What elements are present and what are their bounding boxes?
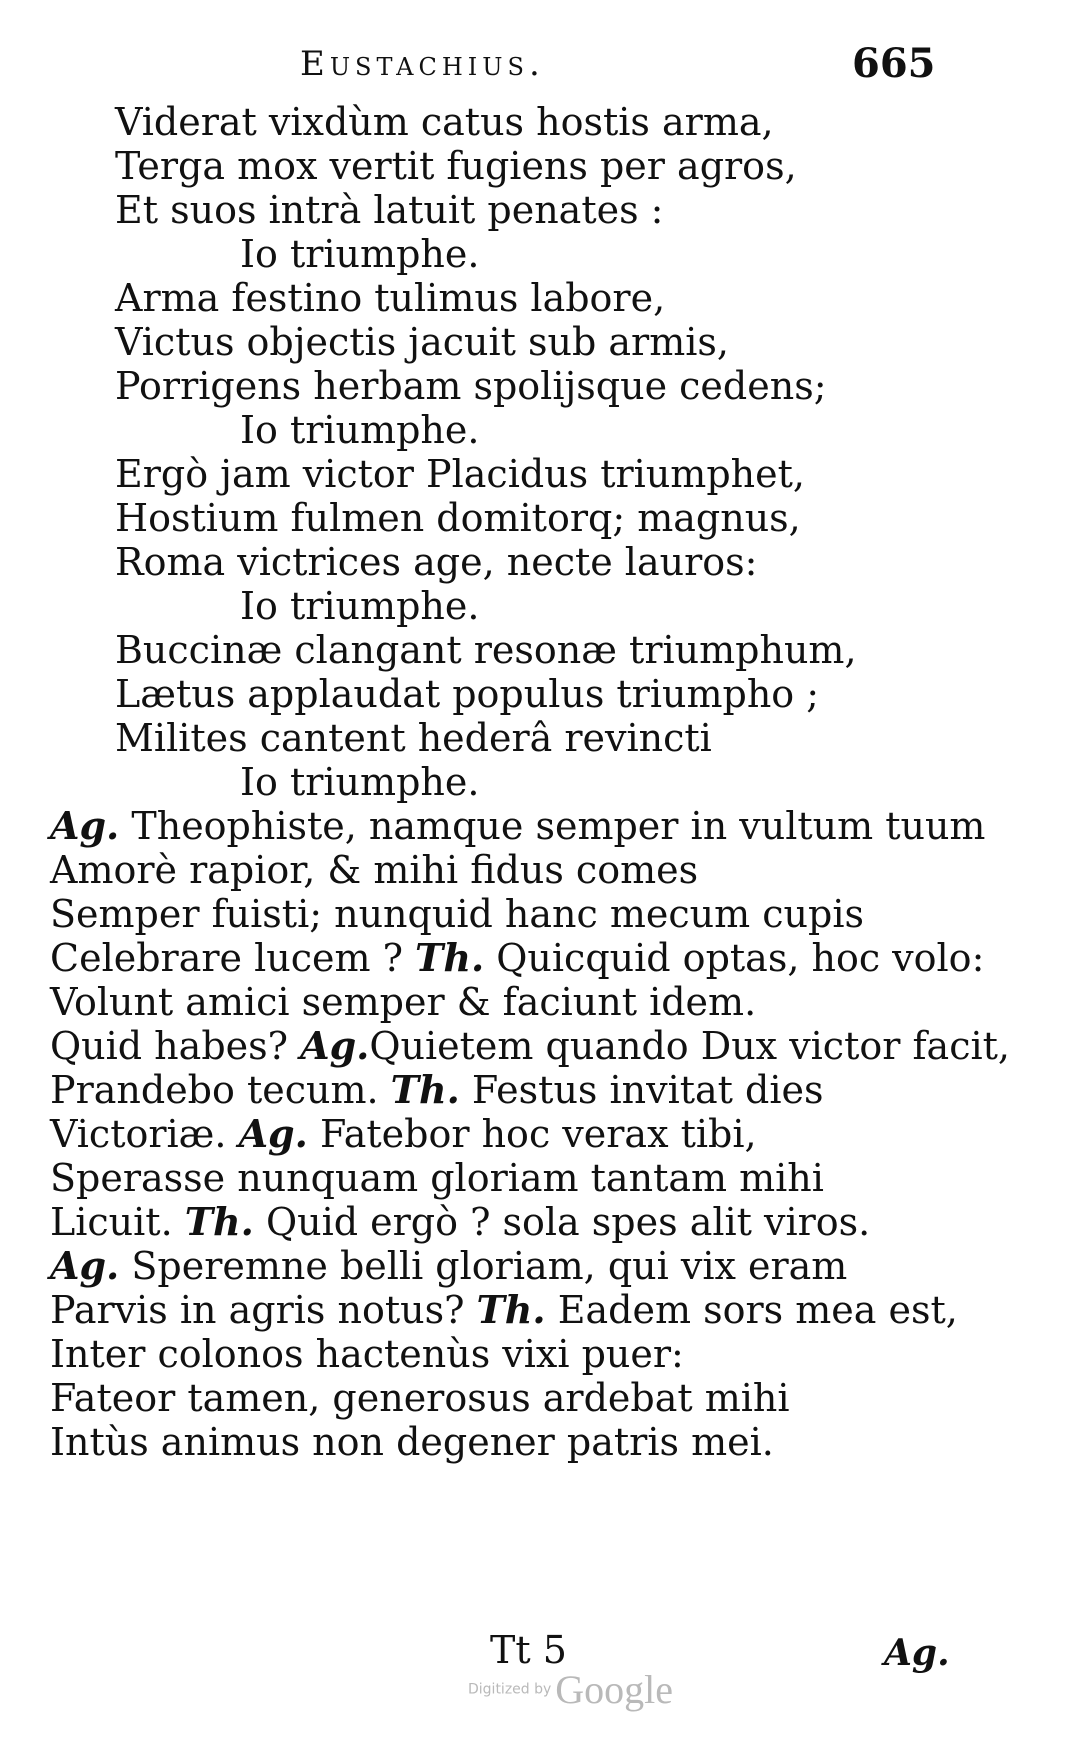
refrain-line: Io triumphe. — [240, 760, 480, 804]
dialogue-line — [50, 1374, 790, 1422]
verse-line: Porrigens herbam spolijsque cedens; — [115, 364, 827, 408]
page-number: 665 — [852, 40, 936, 87]
verse-line: Roma victrices age, necte lauros: — [115, 540, 758, 584]
line-text: Speremne belli gloriam, qui vix eram — [119, 1244, 848, 1288]
verse-line: Buccinæ clangant resonæ triumphum, — [115, 628, 857, 672]
verse-line: Lætus applaudat populus triumpho ; — [115, 672, 820, 716]
speaker-label: Ag. — [50, 1243, 120, 1288]
line-text: Quietem quando Dux victor facit, — [369, 1024, 1010, 1068]
line-text: Victoriæ. — [50, 1112, 239, 1156]
dialogue-line — [50, 1330, 684, 1378]
dialogue-line — [50, 1286, 958, 1334]
dialogue-line — [50, 802, 985, 850]
dialogue-line — [50, 1154, 824, 1202]
line-text: Parvis in agris notus? — [50, 1288, 477, 1332]
line-text: Licuit. — [50, 1200, 185, 1244]
dialogue-line — [50, 934, 984, 982]
refrain-line: Io triumphe. — [240, 584, 480, 628]
verse-line: Hostium fulmen domitorq; magnus, — [115, 496, 801, 540]
dialogue-line — [50, 890, 864, 938]
verse-line: Viderat vixdùm catus hostis arma, — [115, 100, 774, 144]
dialogue-line — [50, 1418, 774, 1466]
dialogue-line — [50, 1198, 870, 1246]
dialogue-line — [50, 1022, 1010, 1070]
line-text: Fateor tamen, generosus ardebat mihi — [50, 1376, 790, 1420]
speaker-label: Th. — [184, 1199, 254, 1244]
catchword: Ag. — [884, 1632, 950, 1674]
line-text: Eadem sors mea est, — [545, 1288, 958, 1332]
speaker-label: Ag. — [238, 1111, 308, 1156]
signature-mark: Tt 5 — [490, 1628, 567, 1672]
line-text: Fatebor hoc verax tibi, — [307, 1112, 757, 1156]
line-text: Theophiste, namque semper in vultum tuum — [119, 804, 986, 848]
line-text: Prandebo tecum. — [50, 1068, 391, 1112]
verse-line: Milites cantent hederâ revincti — [115, 716, 712, 760]
line-text: Quicquid optas, hoc volo: — [484, 936, 985, 980]
watermark-prefix: Digitized by — [468, 1681, 552, 1698]
line-text: Celebrare lucem ? — [50, 936, 416, 980]
verse-line: Ergò jam victor Placidus triumphet, — [115, 452, 805, 496]
refrain-line: Io triumphe. — [240, 232, 480, 276]
line-text: Semper fuisti; nunquid hanc mecum cupis — [50, 892, 864, 936]
dialogue-line — [50, 1066, 823, 1114]
dialogue-line — [50, 1110, 757, 1158]
verse-line: Et suos intrà latuit penates : — [115, 188, 664, 232]
verse-line: Arma festino tulimus labore, — [115, 276, 666, 320]
line-text: Volunt amici semper & faciunt idem. — [50, 980, 757, 1024]
verse-line: Victus objectis jacuit sub armis, — [115, 320, 729, 364]
verse-line: Terga mox vertit fugiens per agros, — [115, 144, 797, 188]
running-head-title: Eustachius. — [300, 44, 545, 84]
watermark-brand: Google — [555, 1667, 674, 1712]
line-text: Intùs animus non degener patris mei. — [50, 1420, 774, 1464]
line-text: Inter colonos hactenùs vixi puer: — [50, 1332, 684, 1376]
line-text: Quid ergò ? sola spes alit viros. — [253, 1200, 871, 1244]
speaker-label: Th. — [476, 1287, 546, 1332]
speaker-label: Ag. — [50, 803, 120, 848]
dialogue-line — [50, 978, 756, 1026]
line-text: Sperasse nunquam gloriam tantam mihi — [50, 1156, 824, 1200]
speaker-label: Ag. — [300, 1023, 370, 1068]
dialogue-line — [50, 846, 698, 894]
line-text: Quid habes? — [50, 1024, 301, 1068]
digitization-watermark — [468, 1666, 673, 1713]
speaker-label: Th. — [415, 935, 485, 980]
refrain-line: Io triumphe. — [240, 408, 480, 452]
dialogue-line — [50, 1242, 847, 1290]
line-text: Amorè rapior, & mihi fidus comes — [50, 848, 699, 892]
speaker-label: Th. — [390, 1067, 460, 1112]
line-text: Festus invitat dies — [459, 1068, 824, 1112]
